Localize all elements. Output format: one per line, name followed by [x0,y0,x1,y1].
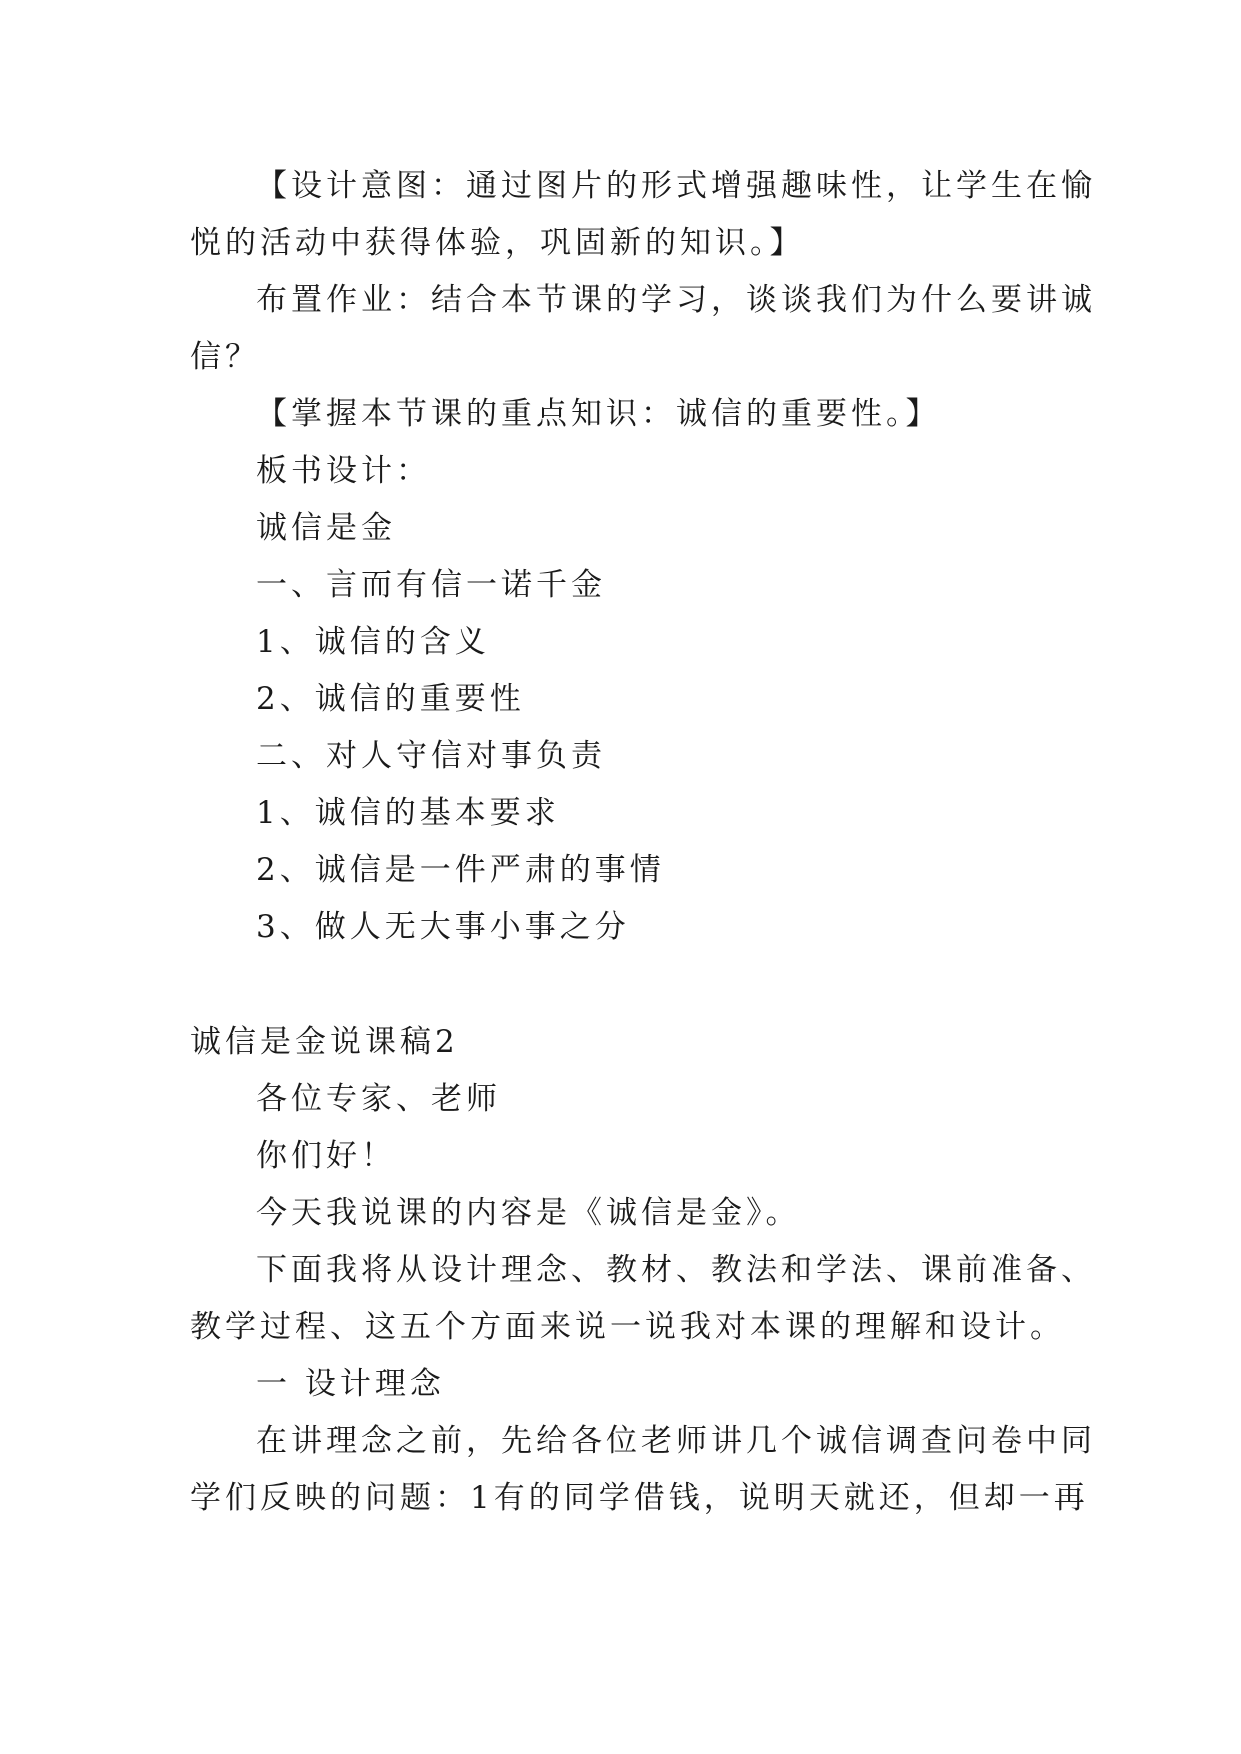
homework-line-2: 信？ [190,339,260,375]
plan-line-2: 教学过程、这五个方面来说一说我对本课的理解和设计。 [190,1309,1065,1345]
board-item: 二、对人守信对事负责 [256,738,606,774]
greeting-line-2: 你们好！ [256,1138,396,1174]
section-heading: 诚信是金说课稿2 [190,1024,459,1060]
board-title: 诚信是金 [256,510,396,546]
design-intent-line-1: 【设计意图：通过图片的形式增强趣味性，让学生在愉 [256,168,1096,204]
board-design-label: 板书设计： [256,453,431,489]
board-item: 1、诚信的含义 [256,624,490,660]
body-line-1: 在讲理念之前，先给各位老师讲几个诚信调查问卷中同 [256,1423,1096,1459]
board-item: 2、诚信的重要性 [256,681,525,717]
plan-line-1: 下面我将从设计理念、教材、教法和学法、课前准备、 [256,1252,1096,1288]
design-intent-line-2: 悦的活动中获得体验，巩固新的知识。】 [190,225,805,261]
key-point: 【掌握本节课的重点知识：诚信的重要性。】 [256,396,941,432]
board-item: 一、言而有信一诺千金 [256,567,606,603]
board-item: 1、诚信的基本要求 [256,795,560,831]
homework-line-1: 布置作业：结合本节课的学习，谈谈我们为什么要讲诚 [256,282,1096,318]
subheading-design-concept: 一 设计理念 [256,1366,445,1402]
greeting-line-1: 各位专家、老师 [256,1081,501,1117]
board-item: 3、做人无大事小事之分 [256,909,630,945]
body-line-2: 学们反映的问题：1有的同学借钱，说明天就还，但却一再 [190,1480,1089,1516]
board-item: 2、诚信是一件严肃的事情 [256,852,665,888]
intro-line: 今天我说课的内容是《诚信是金》。 [256,1195,801,1231]
